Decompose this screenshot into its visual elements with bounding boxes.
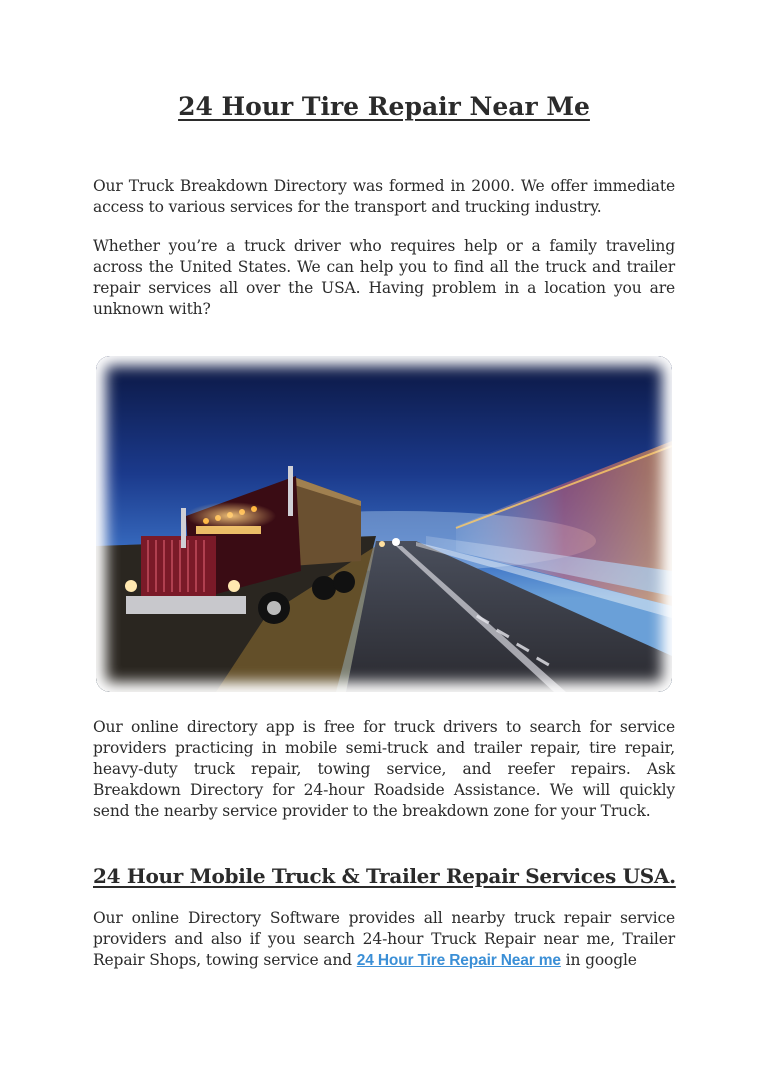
intro-paragraph: Our Truck Breakdown Directory was formed in 2000. We offer immediate access to various services for the transport and trucking industry. bbox=[93, 177, 675, 216]
document-title: 24 Hour Tire Repair Near Me bbox=[178, 92, 590, 121]
directory-app-paragraph: Our online directory app is free for truck drivers to search for service providers practicing in mobile semi-truck and trailer repair, tire repair, heavy-duty truck repair, towing service, and reefer repairs. Ask Breakdown Directory for 24-hour Roadside Assistance. We will quickly send the nearby service provider to the breakdown zone for your Truck. bbox=[93, 718, 675, 820]
tire-repair-link[interactable]: 24 Hour Tire Repair Near me bbox=[356, 952, 561, 969]
paragraph-text-before-link: Our online Directory Software provides all nearby truck repair service providers and also if you search 24-hour Truck Repair near me, Trailer Repair Shops, towing service and bbox=[93, 909, 675, 969]
directory-software-paragraph bbox=[93, 908, 675, 971]
services-paragraph: Whether you’re a truck driver who requires help or a family traveling across the United States. We can help you to find all the truck and trailer repair services all over the USA. Having problem in a location you are unknown with? bbox=[93, 237, 675, 318]
section-heading: 24 Hour Mobile Truck & Trailer Repair Services USA. bbox=[93, 864, 676, 888]
paragraph-text-after-link: in google bbox=[560, 951, 637, 969]
night-highway-truck-photo bbox=[96, 356, 672, 692]
